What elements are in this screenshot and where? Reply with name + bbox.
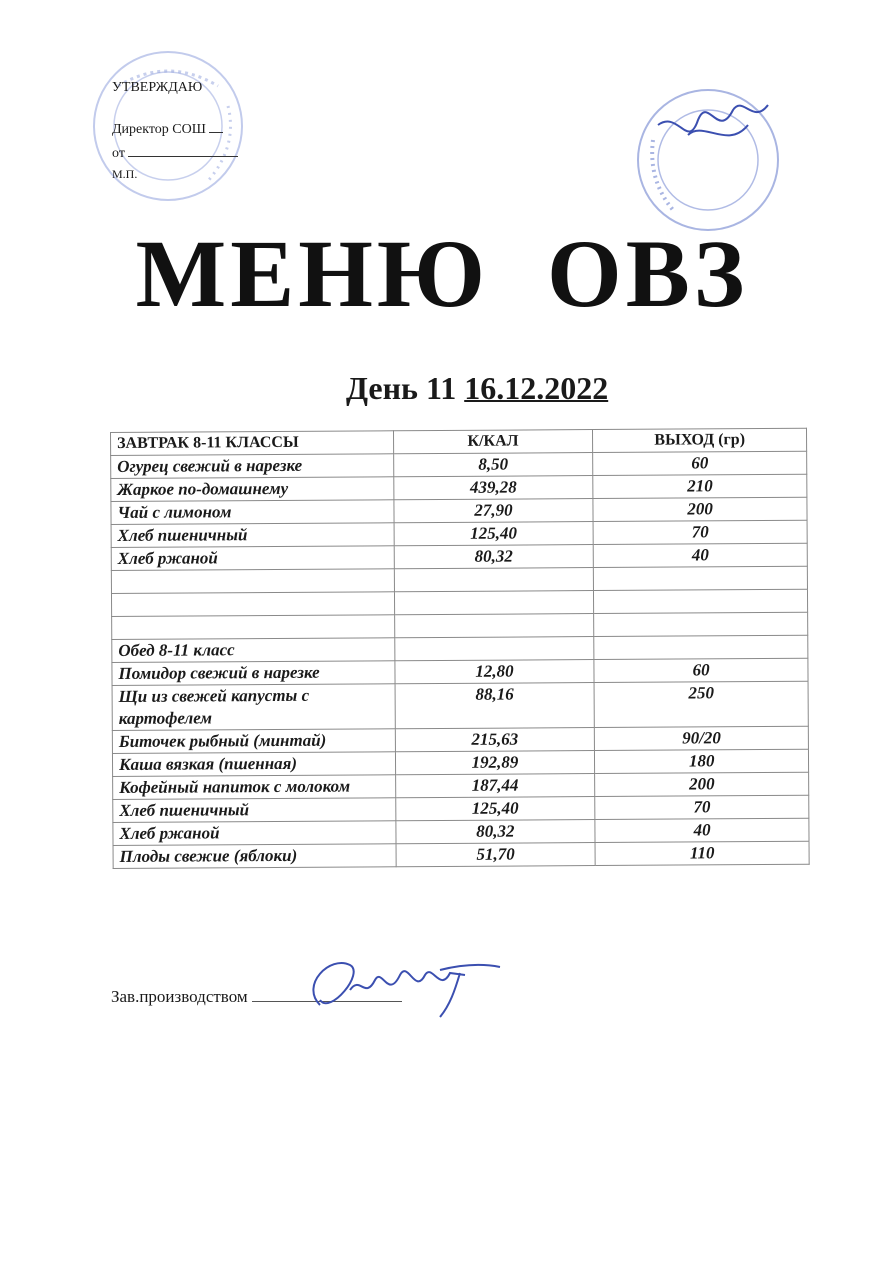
page-subtitle xyxy=(346,370,608,407)
table-row: Хлеб пшеничный 125,40 70 xyxy=(113,795,809,822)
menu-date: 16.12.2022 xyxy=(464,370,609,406)
approval-date-label: от xyxy=(112,146,125,161)
table-row: Хлеб пшеничный 125,40 70 xyxy=(111,520,807,547)
table-row: Щи из свежей капусты с картофелем 88,16 250 xyxy=(112,681,808,730)
approval-director: Директор СОШ xyxy=(112,122,206,137)
approval-title: УТВЕРЖДАЮ xyxy=(112,80,203,95)
menu-table xyxy=(110,428,810,869)
table-row: Жаркое по-домашнему 439,28 210 xyxy=(111,474,807,501)
production-manager-label: Зав.производством xyxy=(111,987,248,1006)
page-title: МЕНЮ ОВЗ xyxy=(135,220,749,327)
table-row: Огурец свежий в нарезке 8,50 60 xyxy=(111,451,807,478)
table-row: Каша вязкая (пшенная) 192,89 180 xyxy=(112,749,808,776)
table-row: Чай с лимоном 27,90 200 xyxy=(111,497,807,524)
table-row: Помидор свежий в нарезке 12,80 60 xyxy=(112,658,808,685)
stamp-seal-icon xyxy=(628,80,788,240)
header-kcal: К/КАЛ xyxy=(393,430,593,454)
table-row: Биточек рыбный (минтай) 215,63 90/20 xyxy=(112,726,808,753)
table-row: Обед 8-11 класс xyxy=(112,635,808,662)
signature-icon xyxy=(290,945,510,1025)
table-row: Плоды свежие (яблоки) 51,70 110 xyxy=(113,841,809,868)
table-row: Кофейный напиток с молоком 187,44 200 xyxy=(113,772,809,799)
table-row: Хлеб ржаной 80,32 40 xyxy=(113,818,809,845)
approval-mp: М.П. xyxy=(112,167,138,181)
table-row: Хлеб ржаной 80,32 40 xyxy=(111,543,807,570)
header-output: ВЫХОД (гр) xyxy=(593,428,807,452)
day-label: День 11 xyxy=(346,370,457,406)
header-dish: ЗАВТРАК 8-11 КЛАССЫ xyxy=(111,431,394,456)
